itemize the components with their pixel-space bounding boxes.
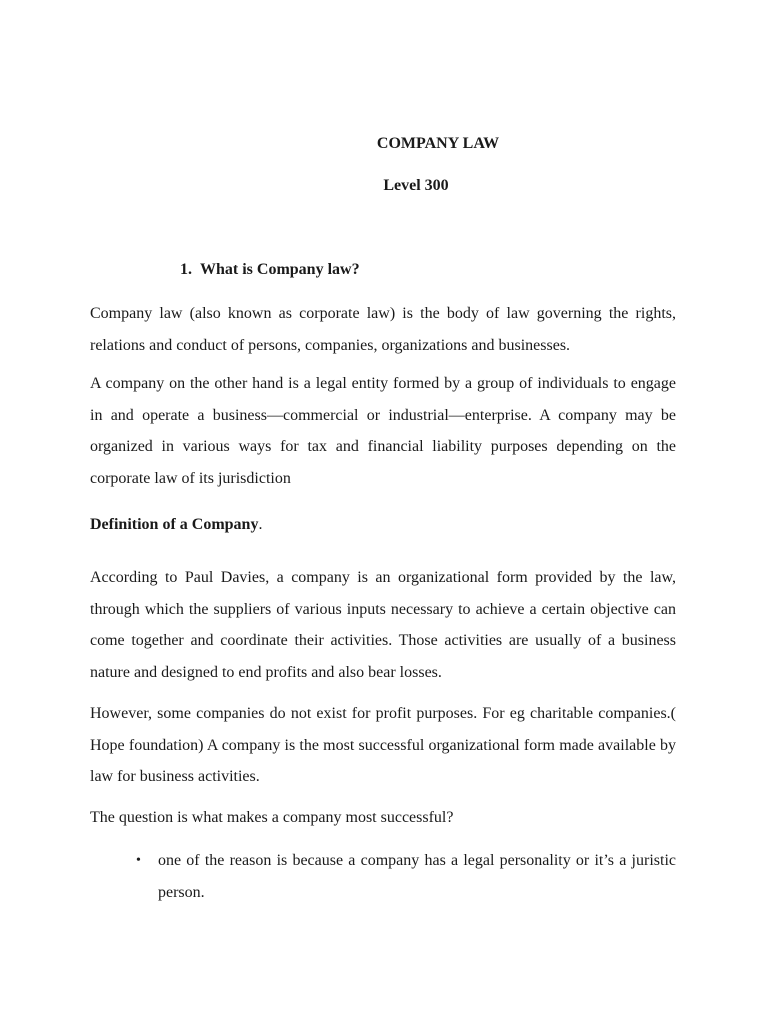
- paragraph-company-entity: A company on the other hand is a legal entity formed by a group of individuals to engage in and operate a business—commercial or industrial—enterprise. A company may be organized in various ways for tax and financial liability purposes depending on the corporate law of its jurisdiction: [90, 375, 676, 487]
- paragraph-paul-davies: According to Paul Davies, a company is an organizational form provided by the law, through which the suppliers of various inputs necessary to achieve a certain objective can come together and coordinate their activities. Those activities are usually of a business nature and designed to end profits and also bear losses.: [90, 569, 676, 681]
- document-title: COMPANY LAW: [376, 135, 500, 152]
- paragraph-company-law: Company law (also known as corporate law) is the body of law governing the rights, relations and conduct of persons, companies, organizations and businesses.: [90, 305, 676, 354]
- paragraph-non-profit: However, some companies do not exist for profit purposes. For eg charitable companies.( Hope foundation) A company is the most successful organizational form made available by law for business activities.: [90, 705, 676, 785]
- bullet-dot-icon: •: [136, 853, 141, 868]
- definition-heading-text: Definition of a Company: [90, 516, 259, 533]
- bullet-item: one of the reason is because a company has a legal personality or it’s a juristic person.: [158, 852, 676, 901]
- document-level: Level 300: [383, 177, 449, 194]
- section-heading: [180, 261, 360, 279]
- definition-heading: [90, 516, 262, 534]
- definition-heading-period: .: [258, 516, 263, 533]
- section-number: 1.: [180, 261, 192, 278]
- section-heading-text: What is Company law?: [200, 261, 360, 278]
- paragraph-question: The question is what makes a company most successful?: [90, 809, 454, 826]
